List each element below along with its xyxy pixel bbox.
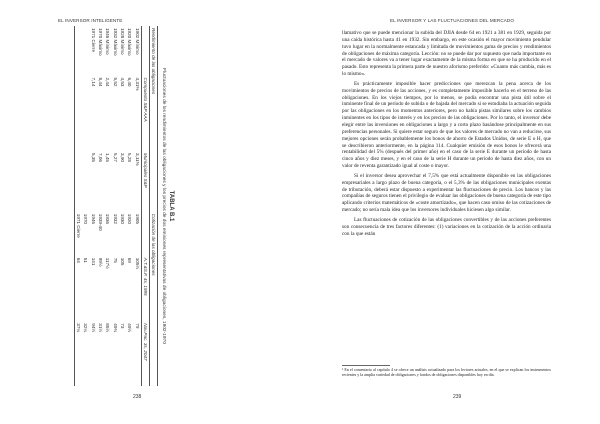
table-subtitle: Fluctuaciones de los rendimientos de las obligaciones y los precios de dos emisiones representativas de obligaciones, 1902-1970 xyxy=(161,68,166,344)
table-cell: 85½ xyxy=(105,323,111,333)
table-cell: 5,28 xyxy=(127,153,133,162)
running-header-left: EL INVERSOR INTELIGENTE xyxy=(58,18,123,23)
table-row xyxy=(112,26,119,386)
table-cell xyxy=(82,151,89,212)
table-cell: 4,31% xyxy=(134,77,140,91)
page-number-left: 238 xyxy=(133,394,142,400)
table-cell: 1932 xyxy=(112,213,118,224)
table-row xyxy=(134,26,142,386)
footnote: ¹ En el comentario al capítulo 4 se ofrece un análisis actualizado para los lectores actuales, en el que se explican los instrumentos recientes y la amplia variedad de obligaciones y fondos de obligaciones disponibles hoy en día. xyxy=(342,367,551,378)
table-cell xyxy=(74,76,82,151)
table-cell: 64 xyxy=(75,257,81,263)
table-cell: 141 xyxy=(90,257,96,266)
table-cell: 3,11% xyxy=(134,153,140,166)
table-cell: 1932 Máximo xyxy=(112,28,118,56)
table-cell: 5,27 xyxy=(112,153,118,162)
table-cell: 49½ xyxy=(127,323,133,333)
table-b1 xyxy=(64,26,176,386)
table-cell: 4,53 xyxy=(120,77,126,87)
table-cell: 1920 xyxy=(127,213,133,224)
table-cell: 51 xyxy=(83,257,89,263)
table-cell: 2,44 xyxy=(105,77,111,87)
table-row xyxy=(97,26,104,386)
table-cell: 1905 xyxy=(134,213,140,224)
table-cell: 1970 xyxy=(83,213,89,224)
col-header: Nov.Pac. 3s, 2047 xyxy=(142,321,150,386)
table-row xyxy=(104,26,111,386)
table-cell: 1970 Máximo xyxy=(97,28,103,56)
paragraph: Es prácticamente imposible hacer predicciones que merezcan la pena acerca de los movimientos de precios de las acciones, y es completamente imposible hacerlo en el terreno de las obligaciones. En los viejos tiempos, por lo menos, se podía encontrar una pista útil sobre el inminente final de un período de subida o de bajada del mercado si se estudiaba la actuación seguida por las obligaciones en los momentos anteriores, pero no había pistas similares sobre los cambios inminentes en los tipos de interés y en los precios de las obligaciones. Por lo tanto, el inversor debe elegir entre las inversiones en obligaciones a largo y a corto plazo basándose principalmente en sus preferencias personales. Si quiere estar seguro de que los valores de mercado no van a reducirse, sus mejores opciones serán probablemente los bonos de ahorro de Estados Unidos, de serie E o H, que se describieron anteriormente, en la página 114. Cualquier emisión de esos bonos le ofrecerá una rentabilidad del 5% (después del primer año) en el caso de la serie E durante un período de hasta cinco años y diez meses, y en el caso de la serie H durante un período de hasta diez años, con un valor de reventa garantizado igual al coste o mayor. xyxy=(342,80,551,170)
table-cell: 5,52 xyxy=(112,77,118,87)
table-cell: 1930 xyxy=(120,213,126,224)
table-cell: 5,35 xyxy=(90,153,96,162)
group-header-prices: Cotización de las obligaciones xyxy=(150,212,158,386)
table-row xyxy=(119,26,126,386)
table-cell xyxy=(82,76,89,151)
paragraph: llamativo que se puede mencionar la subida del DJIA desde 64 en 1921 a 381 en 1929, seguida por una caída histórica hasta 41 en 1932. Sin embargo, en este ocasión el mayor movimiento pendular tuvo lugar en la normalmente estancada y limitada de movimientos gama de precios y rendimientos de obligaciones de máxima categoría. Lección: no se puede dar por supuesto que nada importante en el mercado de valores va a tener lugar exactamente de la misma forma en que se ha producido en el pasado. Esto representa la primera parte de nuestro aforismo preferido: «Cuanto más cambia, más es lo mismo». xyxy=(342,30,551,78)
table-row xyxy=(82,26,89,386)
table-cell: 1928 Mínimo xyxy=(120,28,126,55)
table-cell: 1939-40 xyxy=(97,213,103,231)
table-cell: 117½ xyxy=(105,257,111,269)
table-row xyxy=(74,26,82,386)
table-cell: 49¾ xyxy=(112,323,118,333)
table-cell: 105 xyxy=(120,257,126,266)
paragraph: Si el inversor desea aprovechar el 7,5% que está actualmente disponible en las obligaciones empresariales a largo plazo de buena categoría, o el 5,3% de las obligaciones municipales exentas de tributación, deberá estar dispuesto a experimentar las fluctuaciones de precio. Los bancos y las compañías de seguros tienen el privilegio de evaluar las obligaciones de buena categoría de este tipo aplicando criterios matemáticos de «coste amortizado», que hacen caso omiso de las cotizaciones de mercado; no sería mala idea que los inversores individuales hiciesen algo similar. xyxy=(342,172,551,214)
table-cell: 1902 Mínimo xyxy=(134,28,140,55)
table-cell: 105½ xyxy=(134,257,140,270)
col-header: Compuesto S&P AAA xyxy=(142,76,150,151)
table-row xyxy=(89,26,96,386)
body-text xyxy=(342,30,551,240)
table-cell: 1920 Máximo xyxy=(127,28,133,56)
table-cell: 75 xyxy=(112,257,118,263)
rotated-table-container xyxy=(56,20,178,392)
table-cell xyxy=(74,26,82,76)
group-header-yields: Rendimiento de las obligaciones xyxy=(150,26,158,212)
table-cell: 7,14 xyxy=(90,77,96,87)
table-cell xyxy=(74,151,82,212)
table-cell: 1971 Cierre xyxy=(90,28,96,53)
table-cell: 1936 xyxy=(105,213,111,224)
col-header xyxy=(142,26,150,76)
paragraph: Las fluctuaciones de cotización de las obligaciones convertibles y de las acciones preferentes son consecuencia de tres factores diferentes: (1) variaciones en la cotización de la acción ordinaria con la que están xyxy=(342,216,551,237)
table-cell: 1946 xyxy=(90,213,96,224)
table-row xyxy=(126,26,133,386)
running-header-right: EL INVERSOR Y LAS FLUCTUACIONES DEL MERCADO xyxy=(390,18,515,23)
col-header: A.T.&S.F. 4s, 1995 xyxy=(142,256,150,322)
table-cell: 3,90 xyxy=(120,153,126,162)
table-cell: 6,40 xyxy=(127,77,133,87)
table-cell: 1971 Cierre xyxy=(75,213,81,238)
table-cell xyxy=(82,26,89,76)
table-caption: TABLA B.1 xyxy=(168,190,174,222)
table-cell: 32¼ xyxy=(83,323,89,333)
col-header xyxy=(142,212,150,256)
table-cell: 1946 Mínimo xyxy=(105,28,111,55)
col-header: Municipales S&P xyxy=(142,151,150,212)
table-cell: 99½ xyxy=(97,257,103,267)
table-cell: 79 xyxy=(134,323,140,329)
table-cell: 37¼ xyxy=(75,323,81,333)
bond-table xyxy=(68,26,158,386)
table-cell: 8,44 xyxy=(97,77,103,87)
table-cell: 7,06 xyxy=(97,153,103,162)
table-cell: 1,45 xyxy=(105,153,111,162)
table-cell: 94½ xyxy=(90,323,96,333)
table-cell: 73 xyxy=(120,323,126,329)
table-cell: 69 xyxy=(127,257,133,263)
table-cell: 31½ xyxy=(97,323,103,333)
page-number-right: 239 xyxy=(453,394,462,400)
footnote-rule xyxy=(342,365,390,366)
